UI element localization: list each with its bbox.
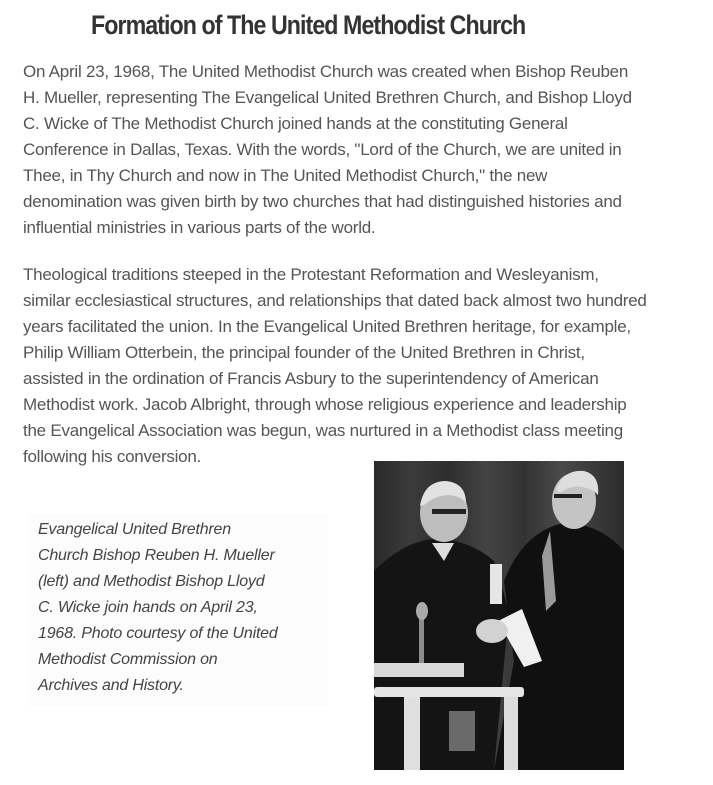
joined-hands [476, 619, 508, 643]
caption-line: Methodist Commission on [38, 651, 218, 668]
caption-line: (left) and Methodist Bishop Lloyd [38, 573, 265, 590]
text-line: Conference in Dallas, Texas. With the words, "Lord of the Church, we are united in [23, 140, 622, 159]
photo-illustration-icon [374, 461, 624, 770]
right-bishop-glasses [554, 494, 582, 498]
text-line: years facilitated the union. In the Evangelical United Brethren heritage, for example, [23, 317, 631, 336]
text-line: Methodist work. Jacob Albright, through whose religious experience and leadership [23, 395, 627, 414]
lectern-top [374, 663, 464, 677]
text-line: Thee, in Thy Church and now in The United Methodist Church," the new [23, 166, 548, 185]
text-line: influential ministries in various parts of the world. [23, 218, 376, 237]
table-fringe [449, 711, 475, 751]
text-line: similar ecclesiastical structures, and relationships that dated back almost two hundred [23, 291, 647, 310]
caption-line: Church Bishop Reuben H. Mueller [38, 547, 275, 564]
photo-caption [38, 517, 278, 699]
table-leg-left [404, 697, 420, 770]
text-line: assisted in the ordination of Francis Asbury to the superintendency of American [23, 369, 599, 388]
text-line: Philip William Otterbein, the principal founder of the United Brethren in Christ, [23, 343, 585, 362]
text-line: the Evangelical Association was begun, was nurtured in a Methodist class meeting [23, 421, 623, 440]
bishops-photo [374, 461, 624, 770]
microphone [416, 602, 428, 620]
left-bishop-robe [374, 539, 509, 770]
rolled-scroll [490, 564, 502, 604]
caption-line: 1968. Photo courtesy of the United [38, 625, 278, 642]
text-line: Theological traditions steeped in the Protestant Reformation and Wesleyanism, [23, 265, 599, 284]
left-bishop-glasses [432, 509, 466, 514]
caption-line: Archives and History. [38, 677, 184, 694]
paragraph-2 [23, 262, 713, 470]
text-line: H. Mueller, representing The Evangelical United Brethren Church, and Bishop Lloyd [23, 88, 632, 107]
caption-line: Evangelical United Brethren [38, 521, 231, 538]
text-line: On April 23, 1968, The United Methodist Church was created when Bishop Reuben [23, 62, 629, 81]
text-line: following his conversion. [23, 447, 202, 466]
text-line: denomination was given birth by two churches that had distinguished histories and [23, 192, 622, 211]
text-line: C. Wicke of The Methodist Church joined hands at the constituting General [23, 114, 568, 133]
table-leg-right [504, 697, 518, 770]
caption-line: C. Wicke join hands on April 23, [38, 599, 258, 616]
table-top [374, 687, 524, 697]
page-title: Formation of The United Methodist Church [91, 10, 526, 40]
paragraph-1 [23, 59, 713, 241]
